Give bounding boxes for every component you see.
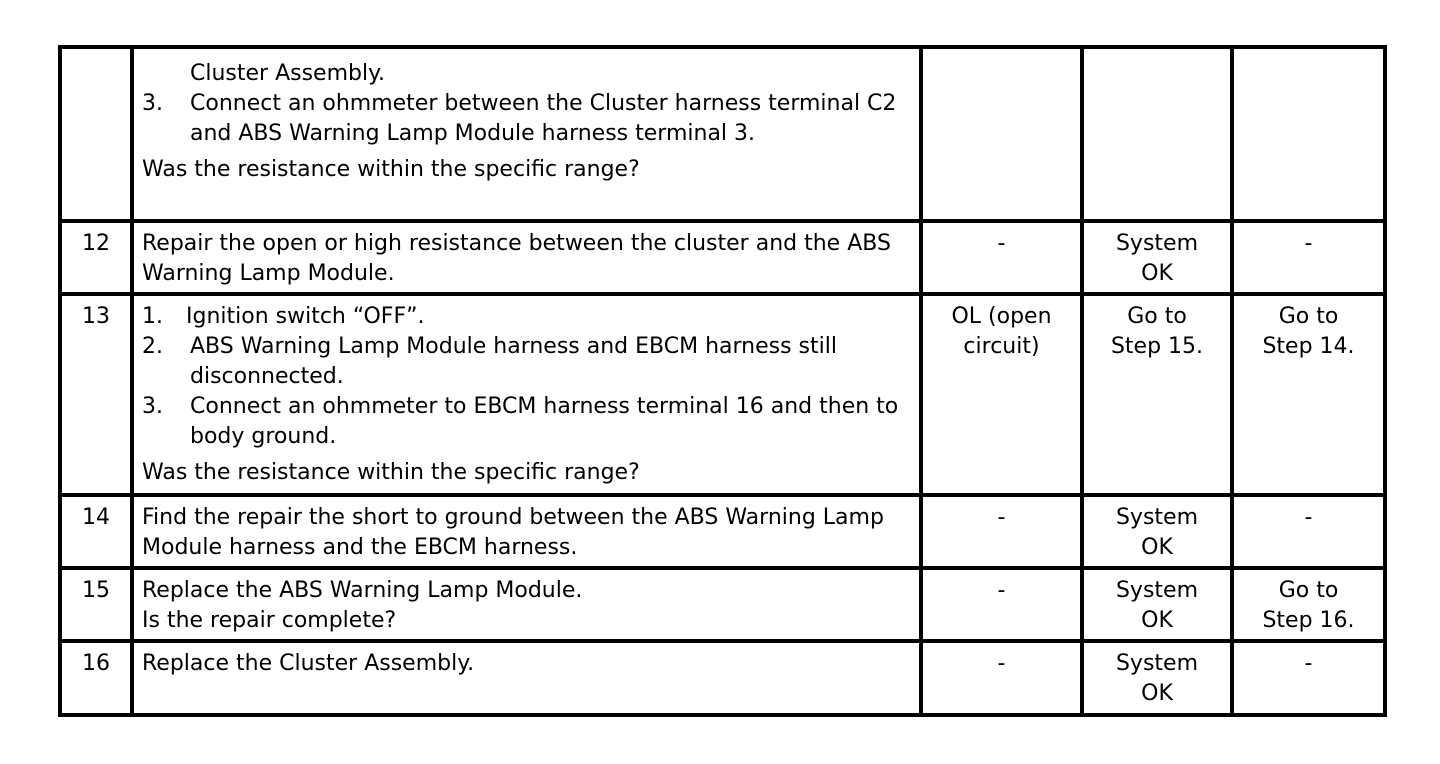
action-text: Replace the ABS Warning Lamp Module.: [142, 578, 583, 603]
action-cell: [132, 294, 921, 495]
step-cell: 15: [60, 568, 132, 641]
table-row: [60, 294, 1385, 495]
yes-line-1: System: [1115, 651, 1199, 676]
step-cell: [60, 47, 132, 221]
no-cell: -: [1232, 221, 1385, 294]
no-line-1: Go to: [1278, 304, 1339, 329]
yes-line-2: OK: [1141, 681, 1173, 706]
item-number: 2.: [142, 334, 163, 359]
no-line-2: Step 14.: [1262, 334, 1355, 359]
list-item: [142, 302, 911, 332]
no-cell: -: [1232, 495, 1385, 568]
yes-line-2: OK: [1141, 535, 1173, 560]
yes-cell: [1082, 47, 1232, 221]
value-cell: -: [921, 568, 1082, 641]
yes-line-1: System: [1115, 505, 1199, 530]
no-line-1: Go to: [1278, 578, 1339, 603]
yes-cell: [1082, 641, 1232, 715]
step-cell: 13: [60, 294, 132, 495]
no-cell: -: [1232, 641, 1385, 715]
item-number: 3.: [142, 394, 163, 419]
list-item: [142, 332, 911, 392]
yes-cell: [1082, 294, 1232, 495]
no-cell: [1232, 294, 1385, 495]
table-row: [60, 47, 1385, 221]
step-cell: 16: [60, 641, 132, 715]
value-line-2: circuit): [963, 334, 1040, 359]
question-text: Is the repair complete?: [142, 608, 397, 633]
yes-cell: [1082, 495, 1232, 568]
value-cell: [921, 294, 1082, 495]
item-text: Ignition switch “OFF”.: [186, 304, 425, 329]
action-cell: [132, 47, 921, 221]
no-cell: [1232, 47, 1385, 221]
action-cell: Repair the open or high resistance between the cluster and the ABS Warning Lamp Module.: [132, 221, 921, 294]
table-row: [60, 495, 1385, 568]
yes-line-1: Go to: [1127, 304, 1187, 329]
yes-line-2: OK: [1141, 261, 1173, 286]
item-text: Connect an ohmmeter between the Cluster harness terminal C2 and ABS Warning Lamp Module harness terminal 3.: [190, 91, 897, 146]
no-cell: [1232, 568, 1385, 641]
item-number: 1.: [142, 304, 163, 329]
table-row: [60, 221, 1385, 294]
yes-cell: [1082, 568, 1232, 641]
item-text: ABS Warning Lamp Module harness and EBCM harness still disconnected.: [190, 334, 837, 389]
yes-line-1: System: [1115, 578, 1199, 603]
yes-line-2: OK: [1141, 608, 1173, 633]
action-cell: Find the repair the short to ground between the ABS Warning Lamp Module harness and the EBCM harness.: [132, 495, 921, 568]
question-text: Was the resistance within the specific range?: [142, 460, 640, 485]
table-row: [60, 568, 1385, 641]
step-cell: 12: [60, 221, 132, 294]
yes-line-2: Step 15.: [1110, 334, 1204, 359]
value-cell: -: [921, 641, 1082, 715]
yes-line-1: System: [1115, 231, 1199, 256]
value-cell: -: [921, 495, 1082, 568]
value-line-1: OL (open: [951, 304, 1052, 329]
yes-cell: [1082, 221, 1232, 294]
item-text: Connect an ohmmeter to EBCM harness terminal 16 and then to body ground.: [190, 394, 899, 449]
item-number: 3.: [142, 91, 163, 116]
table-row: [60, 641, 1385, 715]
action-cell: Replace the Cluster Assembly.: [132, 641, 921, 715]
value-cell: [921, 47, 1082, 221]
question-text: Was the resistance within the specific range?: [142, 157, 640, 182]
no-line-2: Step 16.: [1262, 608, 1355, 633]
value-cell: -: [921, 221, 1082, 294]
list-item: [142, 392, 911, 452]
continuation-text: Cluster Assembly.: [190, 61, 385, 86]
list-item: [142, 89, 911, 149]
step-cell: 14: [60, 495, 132, 568]
action-cell: [132, 568, 921, 641]
diagnostic-table: [58, 45, 1387, 717]
